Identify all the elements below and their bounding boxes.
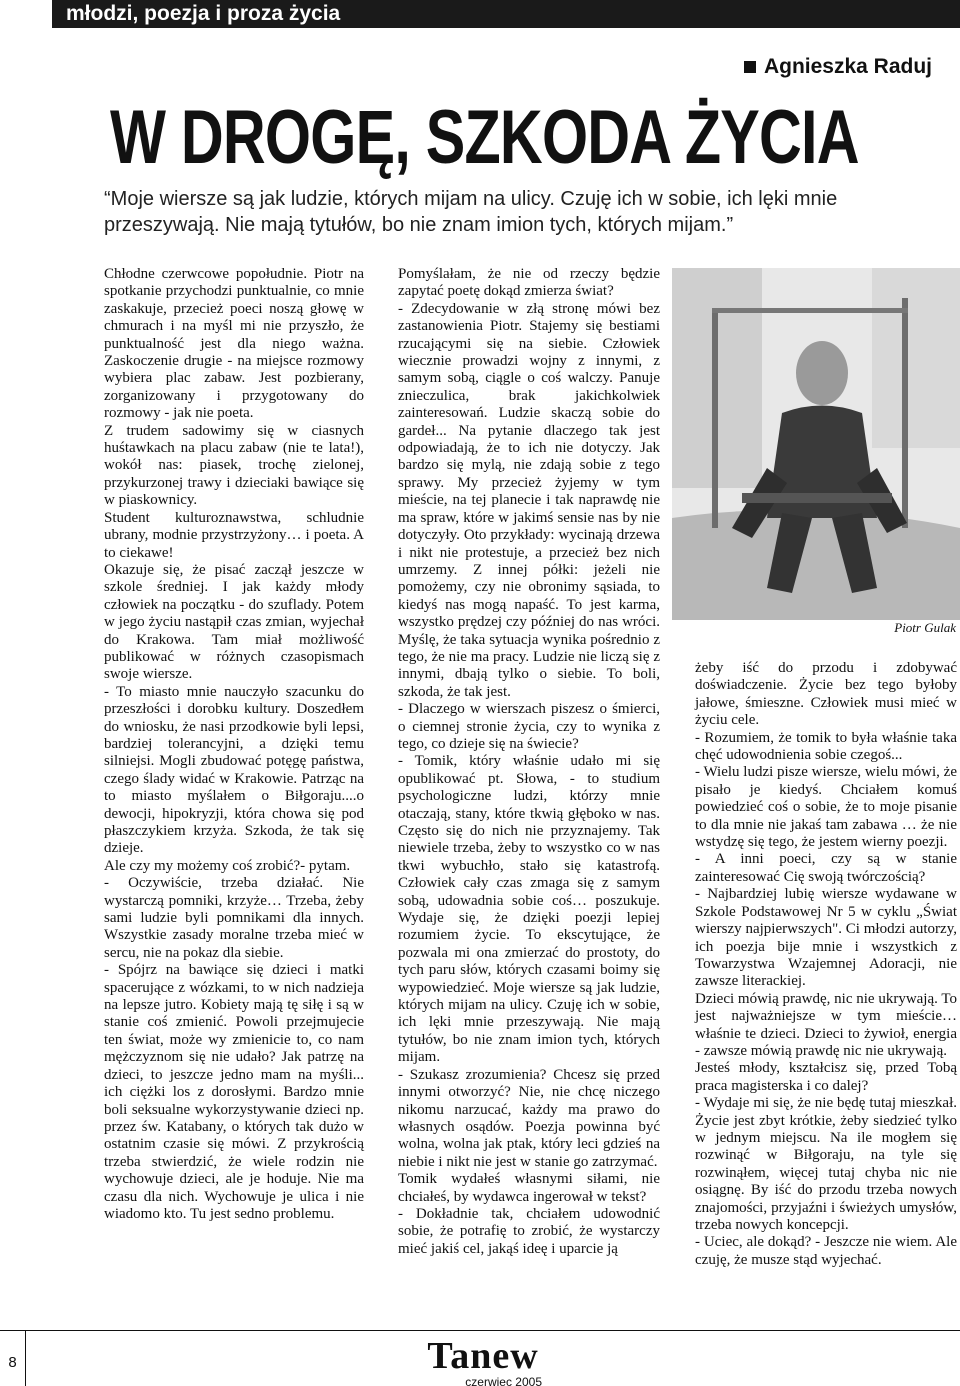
page-number: 8: [0, 1330, 26, 1386]
paragraph: - Dokładnie tak, chciałem udowodnić sobie, że potrafię to zrobić, że wystarczy mieć jakiś cel, jakąś ideę i uparcie ją: [398, 1205, 660, 1257]
article-title: W DROGĘ, SZKODA ŻYCIA: [110, 95, 859, 180]
bullet-square-icon: [744, 61, 756, 73]
section-header: [52, 0, 960, 28]
paragraph: - Najbardziej lubię wiersze wydawane w Szkole Podstawowej Nr 5 w cyklu „Świat wierszy najpierwszych". Ci młodzi autorzy, ich poezja bije mnie i wszystkich z Towarzystwa Wzajemnej Adoracji, nie zawsze literackiej.: [695, 886, 957, 990]
paragraph: - Wydaje mi się, że nie będę tutaj mieszkał. Życie jest zbyt krótkie, żeby siedzieć tylko w jednym miejscu. Na ile mogłem się rozwinąć w Biłgoraju, na tyle się rozwinąłem, więcej tutaj chyba nic nie osiągnę. By iść do przodu trzeba nowych znajomości, przyjaźni i świeżych umysłów, trzeba nowych koncepcji.: [695, 1095, 957, 1233]
paragraph: Tomik wydałeś własnymi siłami, nie chciałeś, by wydawca ingerował w tekst?: [398, 1171, 660, 1205]
paragraph: - Rozumiem, że tomik to była właśnie taka chęć udowodnienia sobie czegoś...: [695, 729, 957, 764]
paragraph: Okazuje się, że pisać zaczął jeszcze w szkole średniej. I jak każdy młody człowiek na początku - do szuflady. Potem w jego życiu nastąpił czas zmian, wyjechał do Krakowa. Tam miał możliwość publikować w różnych czasopismach swoje wiersze.: [104, 561, 364, 683]
issue-date: czerwiec 2005: [465, 1375, 542, 1386]
author-byline: [744, 55, 932, 79]
paragraph: - Dlaczego w wierszach piszesz o śmierci, o ciemnej stronie życia, czy to wynika z tego, co dzieje się na świecie?: [398, 701, 660, 752]
paragraph: - Spójrz na bawiące się dzieci i matki spacerujące z wózkami, to w nich nadzieja na lepsze jutro. Kobiety mają tę siłę i są w stanie coś zmienić. Powoli przejmujecie ten świat, może wy zmienicie to, co nam mężczyznom się nie udało? Jak patrzę na dzieci, to jeszcze jedno mam na myśli... ich ciężki los z dorosłymi. Bardzo mnie boli seksualne wykorzystywanie dzieci np. przez św. Katabany, o których tak dużo w ostatnim czasie się mówi. Z przykrością trzeba stwierdzić, że wiele rodzin nie wychowuje dzieci, ale je hoduje. Nie ma czasu dla nich. Wychowuje je ulica i nie wiadomo kto. Tu jest sedno problemu.: [104, 962, 364, 1222]
paragraph: - Oczywiście, trzeba działać. Nie wystarczą pomniki, krzyże… Trzeba, żeby sami ludzie byli pomnikami dla innych. Wszystkie zasady moralne trzeba mieć w sercu, nie na pokaz dla siebie.: [104, 875, 364, 961]
paragraph: Dzieci mówią prawdę, nic nie ukrywają. To jest najważniejsze w tym mieście… właśnie te dzieci. Dzieci to żywioł, energia - zawsze mówią prawdę nic nie ukrywają.: [695, 990, 957, 1059]
paragraph: Ale czy my możemy coś zrobić?- pytam.: [104, 857, 351, 874]
article-column-2: [398, 266, 660, 1258]
paragraph: Student kulturoznawstwa, schludnie ubrany, modnie przystrzyżony… i poeta. A to ciekawe!: [104, 509, 364, 561]
footer-masthead: [418, 1336, 548, 1386]
masthead-title: Tanew: [427, 1335, 539, 1377]
footer-rule: [26, 1330, 960, 1331]
paragraph: - Wielu ludzi pisze wiersze, wielu mówi, że pisało je kiedyś. Chciałem komuś powiedzieć coś o sobie, że to moje pisanie to dla mnie nie jakaś tam zabawa … że nie wstydzę się tego, że jestem wierny poezji.: [695, 764, 957, 851]
author-name: Agnieszka Raduj: [763, 55, 932, 78]
paragraph: Jesteś młody, kształcisz się, przed Tobą praca magisterska i co dalej?: [695, 1060, 957, 1094]
paragraph: - Uciec, ale dokąd? - Jeszcze nie wiem. Ale czuję, że musze stąd wyjechać.: [695, 1234, 957, 1268]
article-column-1: [104, 266, 364, 1223]
paragraph: - Zdecydowanie w złą stronę mówi bez zastanowienia Piotr. Stajemy się bestiami rzucającymi się na siebie. Człowiek wiecznie prowadzi wojny z innymi, z samym sobą, ciągle o coś walczy. Panuje znieczulica, brak jakichkolwiek zainteresowań. Ludzie skaczą sobie do gardeł... Na pytanie dlaczego tak jest odpowiadają, że to ich nie dotyczy. Jak bardzo się mylą, nie zdają sobie z tego sprawy. My przecież żyjemy w tym mieście, na tej planecie i tak naprawdę nie ma spraw, które w jakimś sensie nas by nie dotyczyły. Oto przykłady: wycinają drzewa i nikt nie protestuje, a przecież bez nich umrzemy. Z innej półki: jeżeli nie pomożemy, czy nie obronimy sąsiada, to kiedyś nas mogą napaść. To jest karma, wszystko prędzej czy później do nas wróci. Myślę, że taka sytuacja wynika pośrednio z tego, że nie ma pracy. Ludzie nie liczą się z innymi, dbają tylko o siebie. To boli, szkoda, że tak jest.: [398, 300, 660, 700]
paragraph: - To miasto mnie nauczyło szacunku do przeszłości i dorobku kultury. Doszedłem do wniosku, że nasi przodkowie byli lepsi, bardziej tolerancyjni, a dzięki temu silniejsi. Mogli zbudować potęgę państwa, czego ślady widać w Krakowie. Patrząc na to miasto myślałem o Biłgoraju....o dewocji, hipokryzji, która chowa się pod płaszczykiem krzyża. Szkoda, że tak się dzieje.: [104, 683, 364, 857]
section-title: młodzi, poezja i proza życia: [66, 2, 341, 25]
paragraph: Pomyślałam, że nie od rzeczy będzie zapytać poetę dokąd zmierza świat?: [398, 266, 660, 300]
article-lead: “Moje wiersze są jak ludzie, których mijam na ulicy. Czuję ich w sobie, ich lęki mnie przeszywają. Nie mają tytułów, bo nie znam imion tych, których mijam.”: [104, 188, 838, 236]
paragraph: żeby iść do przodu i zdobywać doświadczenie. Życie bez tego byłoby jałowe, śmieszne. Człowiek musi mieć w życiu cele.: [695, 660, 957, 729]
article-column-3: [695, 660, 957, 1269]
paragraph: Chłodne czerwcowe popołudnie. Piotr na spotkanie przychodzi punktualnie, co mnie zaskakuje, przecież poeci noszą głowę w chmurach i na myśl mi nie przyszło, że punktualność jest dla niego ważna. Zaskoczenie drugie - na miejsce rozmowy wybiera plac zabaw. Jest pozbierany, zorganizowany i przygotowany do rozmowy - jak nie poeta.: [104, 266, 364, 422]
portrait-photo-icon: [672, 268, 960, 620]
paragraph: - Szukasz zrozumienia? Chcesz się przed innymi otworzyć? Nie, nie chcę niczego nikomu narzucać, każdy ma prawo do własnych osądów. Poezja powinna być wolna, wolna jak ptak, który leci gdzieś na niebie i nikt nie jest w stanie go zatrzymać.: [398, 1066, 660, 1170]
paragraph: - Tomik, który właśnie udało mi się opublikować pt. Słowa, - to studium psychologiczne ludzi, którzy mnie otaczają, stany, które tkwią głęboko w nas. Często się do nich nie przyznajemy. Tak niewiele trzeba, żeby to wszystko co w nas tkwi wybuchło, stało się katastrofą. Człowiek cały czas zmaga się z samym sobą, udowadnia sobie coś… poszukuje. Wydaje się, że dzięki poezji lepiej rozumiem życie. To ekscytujące, że pozwala mi ona zmierzać do prostoty, do tych paru słów, których czasami boimy się wypowiedzieć. Moje wiersze są jak ludzie, których mijam na ulicy. Czuję ich w sobie, ich lęki mnie przeszywają. Nie mają tytułów, bo nie znam imion tych, których mijam.: [398, 753, 660, 1066]
paragraph: - A inni poeci, czy są w stanie zainteresować Cię swoją twórczością?: [695, 851, 957, 885]
paragraph: Z trudem sadowimy się w ciasnych huśtawkach na placu zabaw (nie te lata!), wokół nas: piasek, trochę zielonej, przykurzonej trawy i dzieciaki bawiące się w piaskownicy.: [104, 422, 364, 509]
article-photo: [672, 268, 960, 620]
photo-caption: Piotr Gulak: [894, 620, 956, 635]
